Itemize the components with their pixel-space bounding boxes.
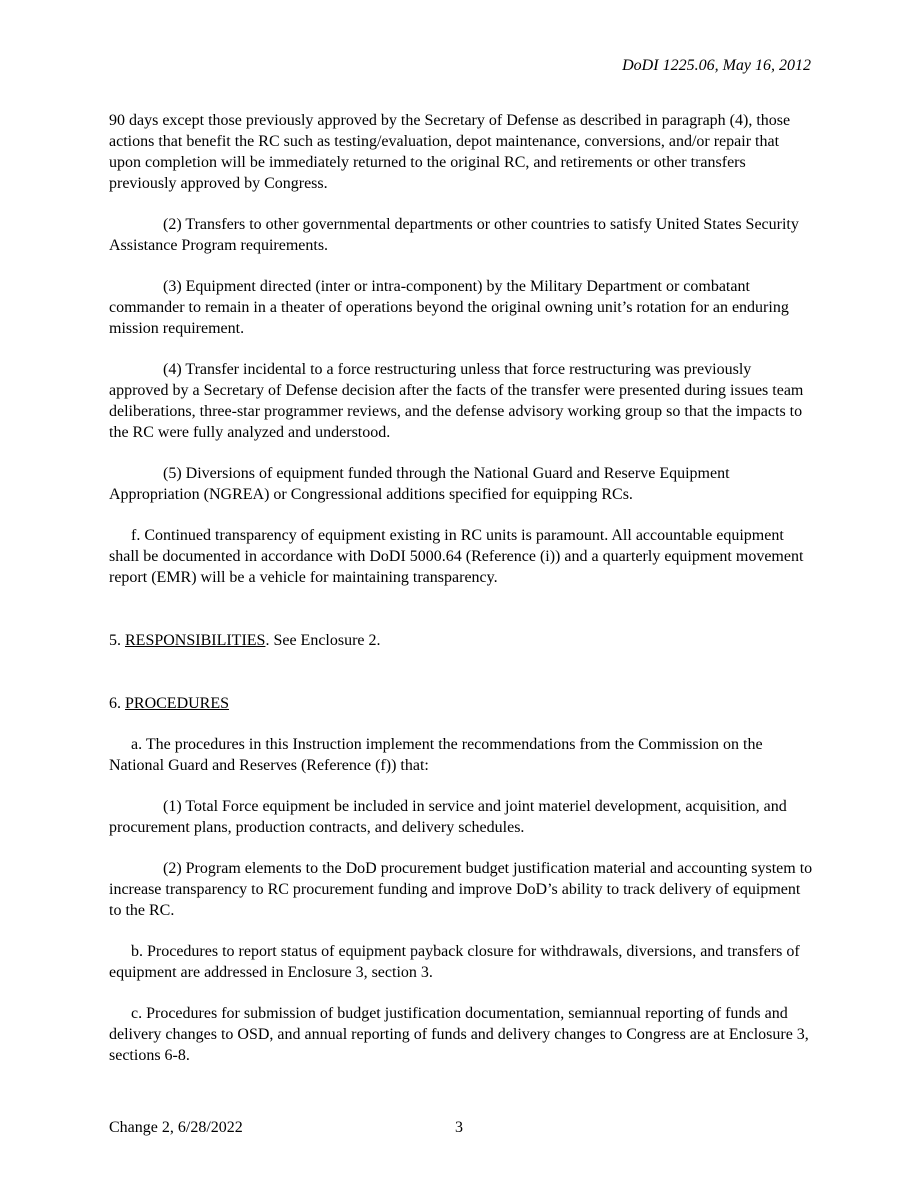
paragraph-e2: (2) Transfers to other governmental departments or other countries to satisfy United States Security Assistance Program requirements.: [109, 216, 799, 254]
section-5-heading: [109, 630, 814, 651]
paragraph-6a1: (1) Total Force equipment be included in service and joint materiel development, acquisition, and procurement plans, production contracts, and delivery schedules.: [109, 798, 787, 836]
page-number: 3: [455, 1119, 463, 1136]
document-body: [109, 110, 814, 1086]
paragraph-e4: (4) Transfer incidental to a force restructuring unless that force restructuring was previously approved by a Secretary of Defense decision after the facts of the transfer were presented during issues team deliberations, three-star programmer reviews, and the defense advisory working group so that the impacts to the RC were fully analyzed and understood.: [109, 361, 804, 441]
paragraph-6a2: (2) Program elements to the DoD procurement budget justification material and accounting system to increase transparency to RC procurement funding and improve DoD’s ability to track delivery of equipment to the RC.: [109, 860, 813, 919]
section-6-number: 6.: [109, 695, 125, 712]
section-5-number: 5.: [109, 632, 125, 649]
paragraph-continuation: 90 days except those previously approved by the Secretary of Defense as described in paragraph (4), those actions that benefit the RC such as testing/evaluation, depot maintenance, conversions, and/or repair that upon completion will be immediately returned to the original RC, and retirements or other transfers previously approved by Congress.: [109, 112, 791, 192]
section-5-text: . See Enclosure 2.: [265, 632, 381, 649]
section-5-title: RESPONSIBILITIES: [125, 632, 266, 649]
footer-change-note: Change 2, 6/28/2022: [109, 1119, 243, 1136]
paragraph-e5: (5) Diversions of equipment funded through the National Guard and Reserve Equipment Appropriation (NGREA) or Congressional additions specified for equipping RCs.: [109, 465, 730, 503]
paragraph-6a: a. The procedures in this Instruction implement the recommendations from the Commission on the National Guard and Reserves (Reference (f)) that:: [109, 736, 763, 774]
section-6-title: PROCEDURES: [125, 695, 230, 712]
paragraph-6b: b. Procedures to report status of equipment payback closure for withdrawals, diversions, and transfers of equipment are addressed in Enclosure 3, section 3.: [109, 943, 800, 981]
paragraph-f: f. Continued transparency of equipment existing in RC units is paramount. All accountable equipment shall be documented in accordance with DoDI 5000.64 (Reference (i)) and a quarterly equipment movement report (EMR) will be a vehicle for maintaining transparency.: [109, 527, 804, 586]
document-header: DoDI 1225.06, May 16, 2012: [622, 57, 811, 74]
paragraph-6c: c. Procedures for submission of budget justification documentation, semiannual reporting of funds and delivery changes to OSD, and annual reporting of funds and delivery changes to Congress are at Enclosure 3, sections 6-8.: [109, 1005, 809, 1064]
paragraph-e3: (3) Equipment directed (inter or intra-component) by the Military Department or combatant commander to remain in a theater of operations beyond the original owning unit’s rotation for an enduring mission requirement.: [109, 278, 789, 337]
section-6-heading: [109, 693, 814, 714]
